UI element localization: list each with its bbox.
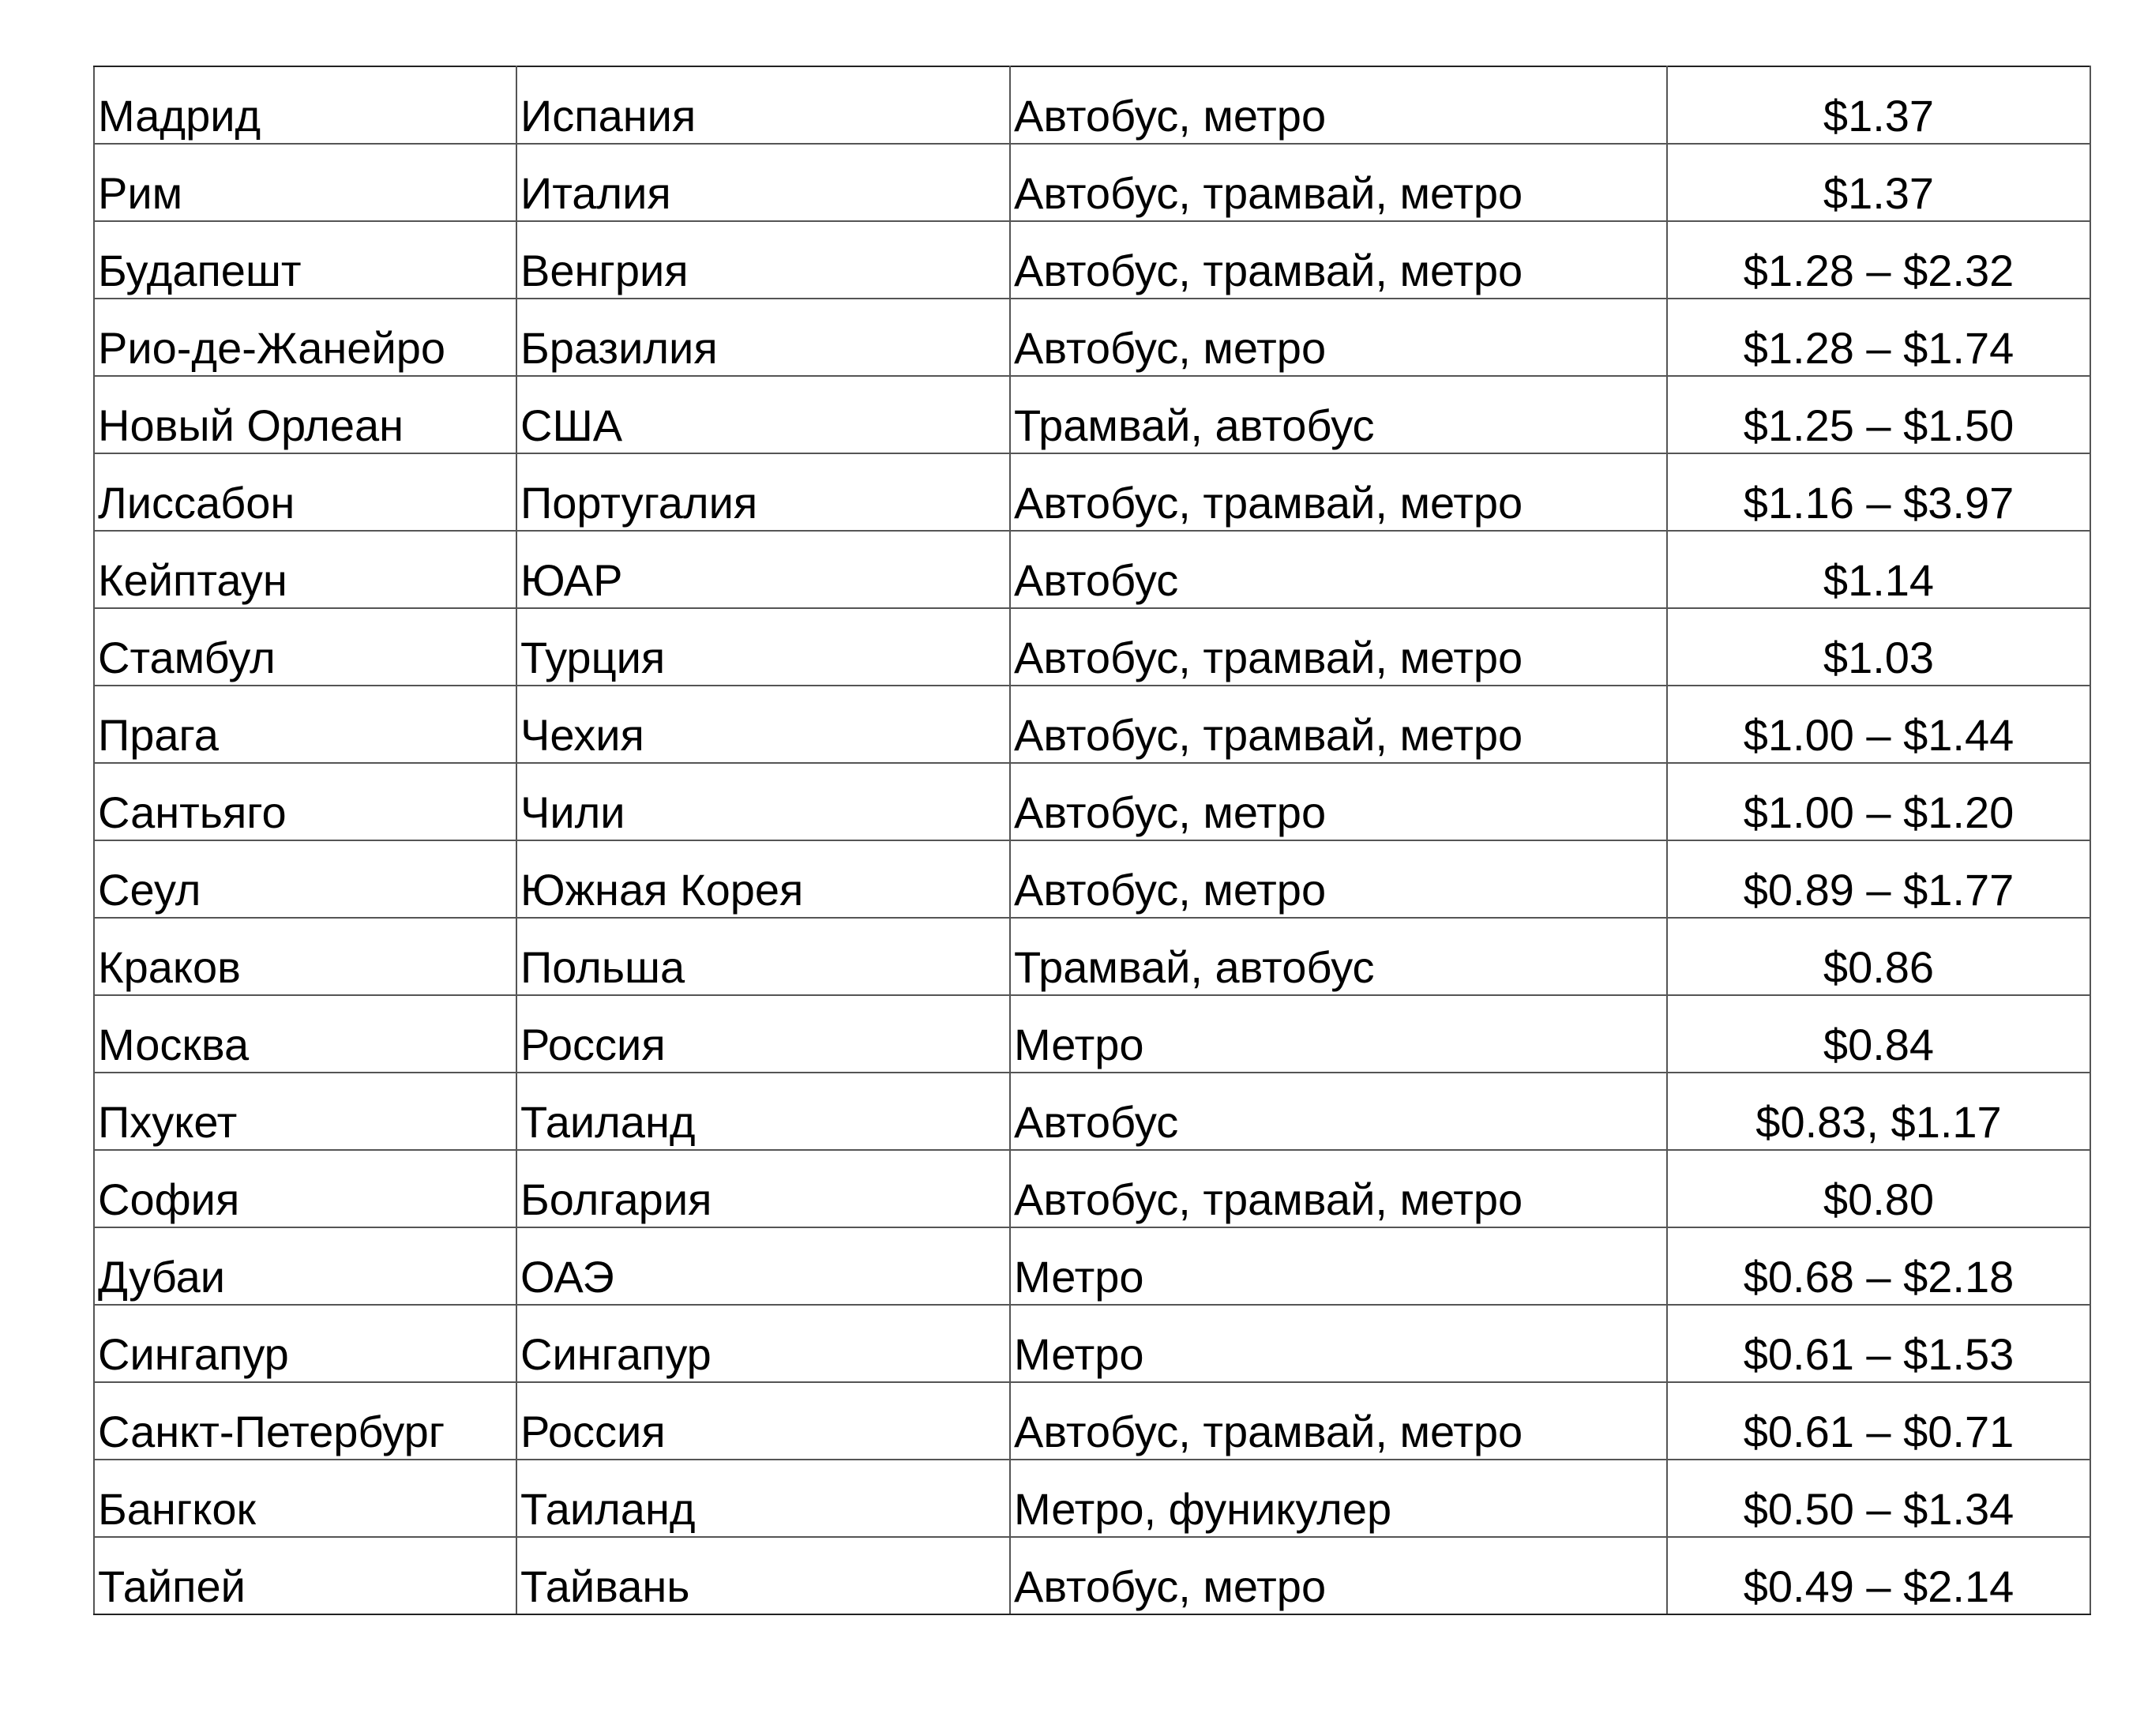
table-row [94, 144, 2090, 221]
fare-cell: $0.61 – $1.53 [1667, 1305, 2090, 1382]
table-row [94, 1227, 2090, 1305]
table-row [94, 1382, 2090, 1460]
transport-cell: Трамвай, автобус [1010, 376, 1667, 453]
fare-cell: $0.50 – $1.34 [1667, 1460, 2090, 1537]
country-cell: Италия [516, 144, 1010, 221]
country-cell: Россия [516, 1382, 1010, 1460]
transport-cell: Автобус, метро [1010, 1537, 1667, 1614]
city-cell: Стамбул [94, 608, 516, 686]
table-row [94, 995, 2090, 1073]
city-cell: Краков [94, 918, 516, 995]
fare-cell: $0.86 [1667, 918, 2090, 995]
table-row [94, 763, 2090, 840]
fare-cell: $1.28 – $2.32 [1667, 221, 2090, 299]
city-cell: Мадрид [94, 66, 516, 144]
transport-cell: Метро [1010, 1305, 1667, 1382]
transport-cell: Автобус, трамвай, метро [1010, 1150, 1667, 1227]
city-cell: Бангкок [94, 1460, 516, 1537]
country-cell: Чехия [516, 686, 1010, 763]
transport-cell: Автобус [1010, 531, 1667, 608]
fare-cell: $1.00 – $1.44 [1667, 686, 2090, 763]
table-row [94, 299, 2090, 376]
table-row [94, 1460, 2090, 1537]
table-row [94, 376, 2090, 453]
table-row [94, 1150, 2090, 1227]
fare-cell: $1.00 – $1.20 [1667, 763, 2090, 840]
transport-cell: Автобус, трамвай, метро [1010, 221, 1667, 299]
transport-cell: Автобус, метро [1010, 840, 1667, 918]
table-row [94, 453, 2090, 531]
transport-cell: Автобус, метро [1010, 763, 1667, 840]
city-cell: Дубаи [94, 1227, 516, 1305]
country-cell: Турция [516, 608, 1010, 686]
country-cell: Таиланд [516, 1460, 1010, 1537]
country-cell: Польша [516, 918, 1010, 995]
country-cell: США [516, 376, 1010, 453]
transport-cell: Автобус, метро [1010, 66, 1667, 144]
country-cell: Южная Корея [516, 840, 1010, 918]
fare-cell: $1.28 – $1.74 [1667, 299, 2090, 376]
transport-cell: Метро [1010, 1227, 1667, 1305]
table-row [94, 840, 2090, 918]
country-cell: Испания [516, 66, 1010, 144]
transport-cell: Автобус [1010, 1073, 1667, 1150]
city-cell: Сеул [94, 840, 516, 918]
country-cell: Португалия [516, 453, 1010, 531]
city-cell: Сингапур [94, 1305, 516, 1382]
transport-cell: Трамвай, автобус [1010, 918, 1667, 995]
fare-cell: $1.03 [1667, 608, 2090, 686]
transport-cell: Автобус, трамвай, метро [1010, 1382, 1667, 1460]
fare-cell: $1.37 [1667, 144, 2090, 221]
transport-cell: Автобус, метро [1010, 299, 1667, 376]
city-cell: Санкт-Петербург [94, 1382, 516, 1460]
city-cell: Тайпей [94, 1537, 516, 1614]
city-cell: Пхукет [94, 1073, 516, 1150]
country-cell: Чили [516, 763, 1010, 840]
city-cell: Прага [94, 686, 516, 763]
city-cell: Новый Орлеан [94, 376, 516, 453]
fare-cell: $1.16 – $3.97 [1667, 453, 2090, 531]
table-row [94, 1537, 2090, 1614]
country-cell: ЮАР [516, 531, 1010, 608]
fare-cell: $0.83, $1.17 [1667, 1073, 2090, 1150]
country-cell: Тайвань [516, 1537, 1010, 1614]
country-cell: Таиланд [516, 1073, 1010, 1150]
country-cell: Бразилия [516, 299, 1010, 376]
table-row [94, 221, 2090, 299]
fare-table [93, 66, 2091, 1615]
fare-cell: $1.14 [1667, 531, 2090, 608]
fare-cell: $0.49 – $2.14 [1667, 1537, 2090, 1614]
table-row [94, 1073, 2090, 1150]
fare-table-body [94, 66, 2090, 1614]
fare-cell: $0.84 [1667, 995, 2090, 1073]
city-cell: Рим [94, 144, 516, 221]
city-cell: София [94, 1150, 516, 1227]
city-cell: Москва [94, 995, 516, 1073]
city-cell: Лиссабон [94, 453, 516, 531]
country-cell: Сингапур [516, 1305, 1010, 1382]
fare-cell: $0.80 [1667, 1150, 2090, 1227]
country-cell: Болгария [516, 1150, 1010, 1227]
city-cell: Кейптаун [94, 531, 516, 608]
transport-cell: Автобус, трамвай, метро [1010, 686, 1667, 763]
transport-cell: Метро [1010, 995, 1667, 1073]
fare-cell: $1.25 – $1.50 [1667, 376, 2090, 453]
fare-cell: $1.37 [1667, 66, 2090, 144]
transport-cell: Автобус, трамвай, метро [1010, 144, 1667, 221]
fare-cell: $0.61 – $0.71 [1667, 1382, 2090, 1460]
table-row [94, 686, 2090, 763]
city-cell: Будапешт [94, 221, 516, 299]
city-cell: Сантьяго [94, 763, 516, 840]
fare-cell: $0.68 – $2.18 [1667, 1227, 2090, 1305]
country-cell: Венгрия [516, 221, 1010, 299]
table-row [94, 531, 2090, 608]
country-cell: Россия [516, 995, 1010, 1073]
table-row [94, 66, 2090, 144]
transport-cell: Автобус, трамвай, метро [1010, 453, 1667, 531]
transport-cell: Автобус, трамвай, метро [1010, 608, 1667, 686]
city-cell: Рио-де-Жанейро [94, 299, 516, 376]
table-row [94, 608, 2090, 686]
transport-cell: Метро, фуникулер [1010, 1460, 1667, 1537]
table-row [94, 918, 2090, 995]
fare-cell: $0.89 – $1.77 [1667, 840, 2090, 918]
table-row [94, 1305, 2090, 1382]
country-cell: ОАЭ [516, 1227, 1010, 1305]
